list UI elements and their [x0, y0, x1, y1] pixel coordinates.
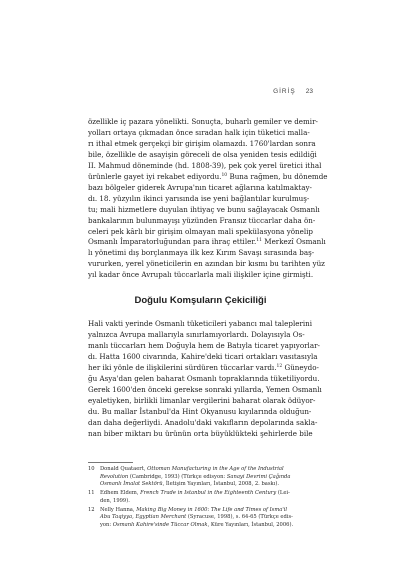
text-line: ğu Asya'dan gelen baharat Osmanlı topraklarında tüketiliyordu.: [88, 374, 320, 384]
text-line: yıl kadar önce Avrupalı tüccarlarla mali ilişkiler içine girmişti.: [88, 270, 314, 280]
text-line: tu; mali hizmetlere duyulan ihtiyaç ve bunu sağlayacak Osmanlı: [88, 204, 320, 214]
text-line: II. Mahmud döneminde (hd. 1808-39), pek çok yerel üretici ithal: [88, 160, 322, 170]
text-line: Gerek 1600'den önceki gerekse sonraki yıllarda, Yemen Osmanlı: [88, 384, 322, 394]
text-line: du. Bu mallar İstanbul'da Hint Okyanusu kıyılarında olduğun-: [88, 406, 312, 416]
text-line: Hali vakti yerinde Osmanlı tüketicileri yabancı mal taleplerini: [88, 319, 313, 329]
text-line: özellikle iç pazara yönelikti. Sonuçta, buharlı gemiler ve demir-: [88, 117, 318, 126]
running-header: [88, 88, 313, 95]
text-line: celeri pek kârlı bir girişim olmayan mali spekülasyona yönelip: [88, 226, 313, 236]
footnote-divider: [88, 462, 133, 463]
text-line: nan biber miktarı bu ürünün orta büyüklükteki şehirlerde bile: [88, 428, 313, 438]
footnote-ref-12: 12: [276, 364, 283, 370]
text-line: rı ithal etmek gerçekçi bir girişim olamazdı. 1760'lardan sonra: [88, 138, 316, 148]
text-line: manlı tüccarları hem Doğuyla hem de Batıyla ticaret yapıyorlar-: [88, 341, 320, 351]
footnote-11: [88, 490, 313, 505]
text-line: vururken, yerel yöneticilerin en azından bir kısmı bu tarihten yüz: [88, 259, 325, 269]
footnote-number: 11: [88, 490, 95, 497]
footnote-ref-11: 11: [256, 238, 262, 244]
text-line: her iki yönle de ilişkilerini sürdüren tüccarlar vardı.$^{12}$ Güneydo-: [88, 363, 319, 373]
footnote-line: yon: Osmanlı Kahire'sinde Tüccar Olmak, Küre Yayınları, İstanbul, 2006).: [100, 521, 294, 528]
footnote-line: Abu Taqiyya, Egyptian Merchant (Syracuse, 1998), s. 64-65 (Türkçe edis-: [100, 514, 293, 521]
footnote-line: den, 1999).: [100, 497, 130, 504]
text-line: dı. 18. yüzyılın ikinci yarısında ise yeni bağlantılar kurulmuş-: [88, 193, 310, 203]
footnotes: [88, 466, 313, 531]
text-line: Osmanlı İmparatorluğundan para ihraç ettiler.$^{11}$ Merkezî Osmanlı: [88, 237, 326, 247]
footnote-line: Nelly Hanna, Making Big Money in 1600: The Life and Times of Isma'il: [100, 506, 288, 513]
footnote-number: 12: [88, 506, 95, 513]
footnote-ref-10: 10: [221, 172, 228, 178]
footnote-line: Donald Quataert, Ottoman Manufacturing in the Age of the Industrial: [100, 466, 284, 472]
footnote-line: Edhem Eldem, French Trade in Istanbul in the Eighteenth Century (Lei-: [100, 490, 290, 497]
running-header-title: GİRİŞ: [273, 88, 296, 95]
text-line: lı yönetimi dış borçlanmaya ilk kez Kırım Savaşı sırasında baş-: [88, 248, 315, 258]
text-line: bankalarının bulunmayışı yüzünden Fransız tüccarlar daha ön-: [88, 215, 316, 225]
text-line: eyaletiyken, birlikli limanlar vergilerini baharat olarak ödüyor-: [88, 395, 316, 405]
footnote-line: Revolution (Cambridge, 1993) (Türkçe edisyon: Sanayi Devrimi Çağında: [100, 473, 291, 480]
text-line: bazı bölgeler giderek Avrupa'nın ticaret ağlarına katılmaktay-: [88, 182, 312, 192]
footnote-number: 10: [88, 466, 95, 472]
footnote-12: [88, 507, 313, 530]
text-line: bile, özellikle de asayişin göreceli de olsa yeniden tesis edildiği: [88, 149, 317, 159]
footnote-10: [88, 466, 313, 489]
page-number: 23: [305, 88, 313, 95]
section-heading: Doğulu Komşuların Çekiciliği: [134, 295, 267, 307]
text-line: dan daha değerliydi. Anadolu'daki vakıfların depolarında sakla-: [88, 417, 318, 427]
text-line: yalnızca Avrupa mallarıyla sınırlamıyorlardı. Dolayısıyla Os-: [88, 330, 305, 340]
footnote-line: Osmanlı İmalat Sektörü, İletişim Yayınları, İstanbul, 2008, 2. baskı).: [100, 481, 280, 488]
text-line: dı. Hatta 1600 civarında, Kahire'deki ticari ortakları vasıtasıyla: [88, 352, 318, 362]
text-line: ürünlerle gayet iyi rekabet ediyordu.$^{10}$ Buna rağmen, bu dönemde: [88, 171, 328, 181]
paragraph-1: [88, 117, 328, 281]
paragraph-2: [88, 319, 322, 439]
text-line: yolları ortaya çıkmadan önce sıradan halk için tüketici malla-: [88, 127, 310, 137]
main-text: [88, 117, 328, 440]
